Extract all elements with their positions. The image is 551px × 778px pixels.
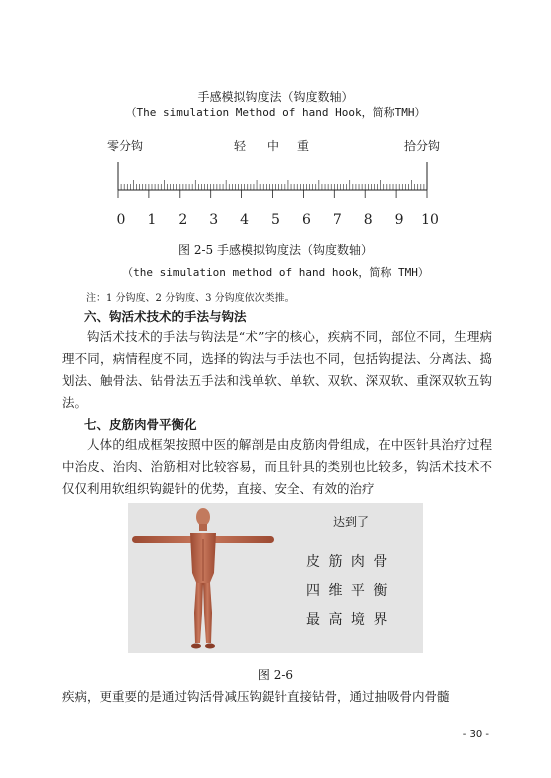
axis-tick-label: 10: [421, 212, 439, 228]
continued-paragraph: [62, 686, 492, 708]
figure-caption-en: （the simulation method of hand hook，简称 TMH）: [122, 266, 429, 279]
label-light: 轻: [234, 139, 247, 153]
page-number: - 30 -: [462, 729, 489, 740]
axis-group: [117, 162, 439, 228]
reach-label: 达到了: [333, 515, 370, 529]
label-medium: 中: [267, 139, 280, 153]
axis-tick-label: 6: [301, 212, 311, 228]
paragraph-text: 钩活术技术的手法与钩法是“术”字的核心，疾病不同，部位不同，生理病理不同，病情程度不同，选择的钩法与手法也不同，包括钩提法、分离法、捣划法、触骨法、钻骨法五手法和浅单软、单软、双软、深双软、重深双软五钩法。: [62, 329, 492, 410]
section-paragraph-7: [62, 434, 492, 500]
figure-title: 手感模拟钩度法（钩度数轴）: [197, 90, 354, 104]
figure-2-6: [128, 503, 423, 653]
axis-tick-label: 7: [332, 212, 342, 228]
paragraph-text: 疾病，更重要的是通过钩活骨减压钩鍉针直接钻骨，通过抽吸骨内骨髓: [62, 689, 450, 704]
axis-tick-label: 8: [363, 212, 373, 228]
figure-caption: 图 2-5 手感模拟钩度法（钩度数轴）: [178, 243, 373, 257]
section-heading-7: 七、皮筋肉骨平衡化: [84, 417, 197, 432]
anatomy-figure-image: [128, 503, 278, 653]
balance-line-3: 最 高 境 界: [306, 612, 390, 628]
figure-subtitle: （The simulation Method of hand Hook，简称TMH）: [125, 106, 426, 119]
hook-number-axis: [0, 150, 551, 230]
paragraph-text: 人体的组成框架按照中医的解剖是由皮筋肉骨组成，在中医针具治疗过程中治皮、治肉、治筋相对比较容易，而且针具的类别也比较多，钩活术技术不仅仅利用软组织钩鍉针的优势，直接、安全、有效的治疗: [62, 437, 492, 496]
balance-line-2: 四 维 平 衡: [306, 583, 390, 599]
section-paragraph-6: [62, 326, 492, 414]
axis-tick-label: 9: [394, 212, 404, 228]
axis-tick-label: 4: [240, 212, 250, 228]
axis-tick-label: 2: [178, 212, 188, 228]
section-heading-6: 六、钩活术技术的手法与钩法: [84, 309, 247, 324]
axis-tick-label: 0: [116, 212, 126, 228]
label-zero-hook: 零分钩: [107, 139, 144, 153]
balance-line-1: 皮 筋 肉 骨: [306, 554, 390, 570]
axis-tick-label: 3: [209, 212, 219, 228]
label-heavy: 重: [297, 139, 310, 153]
axis-tick-label: 1: [147, 212, 157, 228]
figure-note: 注：1 分钩度、2 分钩度、3 分钩度依次类推。: [86, 293, 295, 304]
label-ten-hook: 拾分钩: [404, 139, 441, 153]
axis-tick-label: 5: [271, 212, 280, 228]
figure-2-6-caption: 图 2-6: [257, 668, 294, 682]
